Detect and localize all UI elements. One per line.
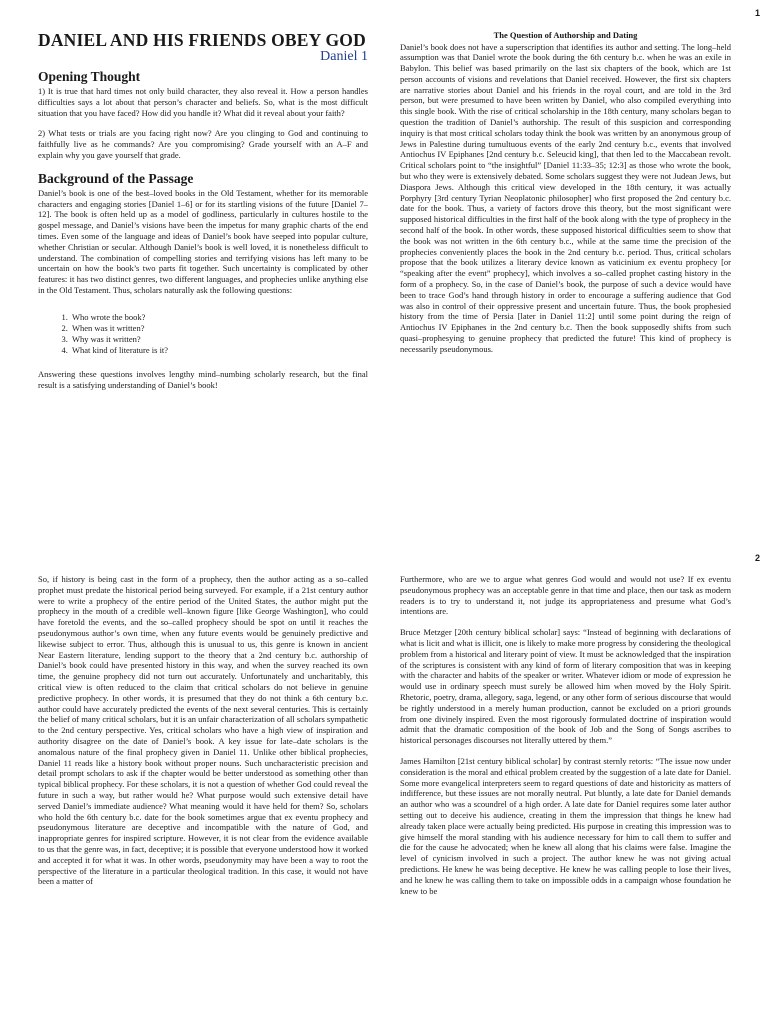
left-column bbox=[38, 574, 368, 897]
right-column bbox=[400, 30, 731, 365]
list-item: 3. Why was it written? bbox=[70, 334, 368, 345]
opening-question-2: 2) What tests or trials are you facing right now? Are you clinging to God and continuing to faithfully live as he commands? Are you compromising? Grade yourself with an A–F and explain why you gave yourself that grade. bbox=[38, 128, 368, 160]
questions-list bbox=[38, 312, 368, 356]
authorship-heading: The Question of Authorship and Dating bbox=[493, 30, 638, 40]
list-item: 2. When was it written? bbox=[70, 323, 368, 334]
hamilton-quote: James Hamilton [21st century biblical scholar] by contrast sternly retorts: “The issue now under consideration is the moral and ethical problem created by the suggestion of a late date for Daniel. Some more evangelical interpreters seem to regard questions of date and historicity as matters of indifference, but these issues are not morally neutral. Put bluntly, a late date for Daniel demands an author who was a scoundrel of a high order. A late date for Daniel requires some later author setting out to deceive his audience, creating in them the impression that things he knew had already taken place were actually being predicted. His purpose in creating this impression was to give himself the moral standing with his audience necessary for him to call them to suffer and die for the cause he advocated; when he knew all along that his claims were false. Imagine the level of cynicism involved in such a project. The author knew he was not giving actual predictions. He knew he was being deceptive. He knew he was calling people to lose their lives, and he knew he was calling them to take on impossible odds in a campaign whose foundation he knew to be bbox=[400, 755, 731, 896]
prophecy-paragraph: So, if history is being cast in the form of a prophecy, then the author acting as a so–called prophet must predate the historical period being surveyed. For example, if a 21st century author were to write a prophecy of the entire period of the United States, the author might put the prophecy in the mouth of a credible well–known figure [like George Washington], who could have foretold the events, and the so–called prophecy should be spot on until it reaches the pseudonymous author’s own time, when any future events would be genuinely predictive and likewise subject to error. Thus, although this is unusual to us, this genre is known in ancient Near Eastern literature, lending support to the theory that a 2nd century b.c. authorship of Daniel’s book could have presented history in this way, and when the survey reached its own time, the genuine prophecy did not turn out accurately. Unfortunately and uncharitably, this critical view is often reduced to the claim that critical scholars do not believe in genuine predictive prophecy. In other words, it is presumed that they do not think a 6th century b.c. author could have accurately predicted the events of the next several centuries. This is certainly the belief of many critical scholars, but it is an unfair characterization of all scholars sympathetic to the 2nd century perspective. Yes, critical scholars who have a high view of inspiration and authority disagree on the date of Daniel’s book. A key issue for late–date scholars is the anomalous nature of the final prophecy given in Daniel 11. Unlike other biblical prophecies, Daniel 11 reads like a history book without proper nouns. Such uncharacteristic precision and detail prompt scholars to ask if the chapter would be better understood as something other than typical biblical prophecy. For these scholars, it is not a question of whether God could reveal the future in such a way, but rather would he? What purpose would such extensive detail have served Daniel’s immediate audience? What meaning would it have held for them? So, scholars who hold the 6th century b.c. date for the book sometimes argue that ex eventu prophecy and pseudonymous literature are deceptive and incompatible with the nature of God, and inappropriate genres for inspired scripture. However, it is not clear from the evidence available to us that the genre was, in fact, deceptive; it is possible that everyone understood how it worked and accepted it for what it was. In other words, pseudonymity may have been a way to root the perspective of the literature in a particular theological tradition. In this case, it would not have been a matter of bbox=[38, 574, 368, 887]
authorship-paragraph: Daniel’s book does not have a superscription that identifies its author and setting. The long–held assumption was that Daniel wrote the book during the 6th century b.c. when he was an exile in Babylon. This belief was based primarily on the last six chapters of the book, which are 1st person accounts of visions and revelations that Daniel received. However, the first six chapters are narrative stories about Daniel and his friends in the royal court, and are told in the 3rd person, but were presumed to have been written by Daniel, who also compiled everything into this single book. With the rise of critical scholarship in the 18th century, many scholars began to question the tradition of Daniel’s authorship. The result of this suspicion and corresponding inquiry is that most critical scholars today think the book was written by an anonymous group of Jews in Palestine during tumultuous events of the early 2nd century b.c., events that involved Antiochus IV Epiphanes [2nd century b.c. Seleucid king], that then led to the Maccabean revolt. Critical scholars point to “the insightful” [Daniel 11:33–35; 12:3] as those who wrote the book, but who they were is extensively debated. Some scholars suggest they were not Judean Jews, but Diaspora Jews. Although this critical view developed in the 18th century, it was actually Porphyry [3rd century Tyrian Neoplatonic philosopher] who first proposed the 2nd century b.c. date for the book. Thus, a variety of factors drove this theory, but the most significant were supposed historical difficulties in the first half of the book along with the type of prophecy in the second half of the book. In other words, these supposed historical difficulties seem to show that the book was not written in the 6th century b.c., while at the same time the precision of the prophecies conveniently places the book in the 2nd century b.c. period. Thus, critical scholars propose that the book utilizes a literary device known as vaticinium ex eventu prophecy [or “speaking after the event” prophecy], which involves a so–called prophet casting history in the form of a prophecy. So, in the case of Daniel’s book, the purpose of such a device would have been to trace God’s hand through history in order to encourage a suffering audience that God was also in control of their oppressive present and uncertain future. Thus, the book prophesied history from the time of Persia [later in Daniel 11:2] until some point during the reign of Antiochus IV Epiphanes in the 2nd century b.c. Then the book supposedly shifts from such quasi–prophesying to genuine prophecy that predicted the future! This kind of prophecy is necessarily pseudonymous. bbox=[400, 41, 731, 354]
page-number: 1 bbox=[754, 8, 760, 18]
background-paragraph: Daniel’s book is one of the best–loved books in the Old Testament, whether for its memorable characters and engaging stories [Daniel 1–6] or for its startling visions of the future [Daniel 7–12]. The book is often held up as a model of godliness, particularly in cultures hostile to the gospel message, and Daniel’s visions have been the impetus for many graphic charts of the end times. Even some of the language and ideas of Daniel’s book have seeped into popular culture, whether Christian or secular. Although Daniel’s book is well loved, it is nonetheless difficult to understand. The combination of compelling stories and terrifying visions has left many to be uncertain on how the book’s two parts fit together. Such uncertainty is complicated by other features: it has two distinct genres, two different languages, and prophecies unlike anything else in the Old Testament. Thus, scholars naturally ask the following questions: bbox=[38, 187, 368, 295]
genre-paragraph: Furthermore, who are we to argue what genres God would and would not use? If ex eventu pseudonymous prophecy was an acceptable genre in that time and place, then our task as modern readers is to try to understand it, not judge its appropriateness and presume what God’s intentions are. bbox=[400, 574, 731, 617]
page-2 bbox=[0, 545, 768, 1024]
opening-question-1: 1) It is true that hard times not only build character, they also reveal it. How a person handles difficulties says a lot about that person’s character and beliefs. So, what is the most difficult situation that you have faced? How did you handle it? What did it reveal about your faith? bbox=[38, 86, 368, 118]
right-column bbox=[400, 574, 731, 906]
metzger-quote: Bruce Metzger [20th century biblical scholar] says: “Instead of beginning with declarations of what is licit and what is illicit, one is likely to make more progress by considering the theological problem from a historical and literary point of view. It must be acknowledged that the inspiration of the scriptures is consistent with any kind of form of literary composition that was in keeping with the character and habits of the speaker or writer. Whatever idiom or mode of expression he would use in ordinary speech must surely be allowed him when moved by the Holy Spirit. Rhetoric, poetry, drama, allegory, saga, legend, or any other form of serious discourse that would be rightly understood in a merely human production, cannot be excluded on a priori grounds from one divinely inspired. Even the most rigorously formulated doctrine of inspiration would admit that the dramatic composition of the book of Job and the Song of Songs ascribes to historical personages discourses not literally uttered by them.” bbox=[400, 627, 731, 746]
page-number: 2 bbox=[754, 553, 760, 563]
background-conclusion: Answering these questions involves lengthy mind–numbing scholarly research, but the final result is a satisfying understanding of Daniel’s book! bbox=[38, 368, 368, 390]
list-item: 1. Who wrote the book? bbox=[70, 312, 368, 323]
document-title: DANIEL AND HIS FRIENDS OBEY GOD bbox=[38, 30, 366, 50]
list-item: 4. What kind of literature is it? bbox=[70, 345, 368, 356]
left-column bbox=[38, 30, 368, 400]
scripture-reference: Daniel 1 bbox=[320, 49, 368, 64]
background-heading: Background of the Passage bbox=[38, 170, 194, 186]
opening-thought-heading: Opening Thought bbox=[38, 69, 141, 84]
